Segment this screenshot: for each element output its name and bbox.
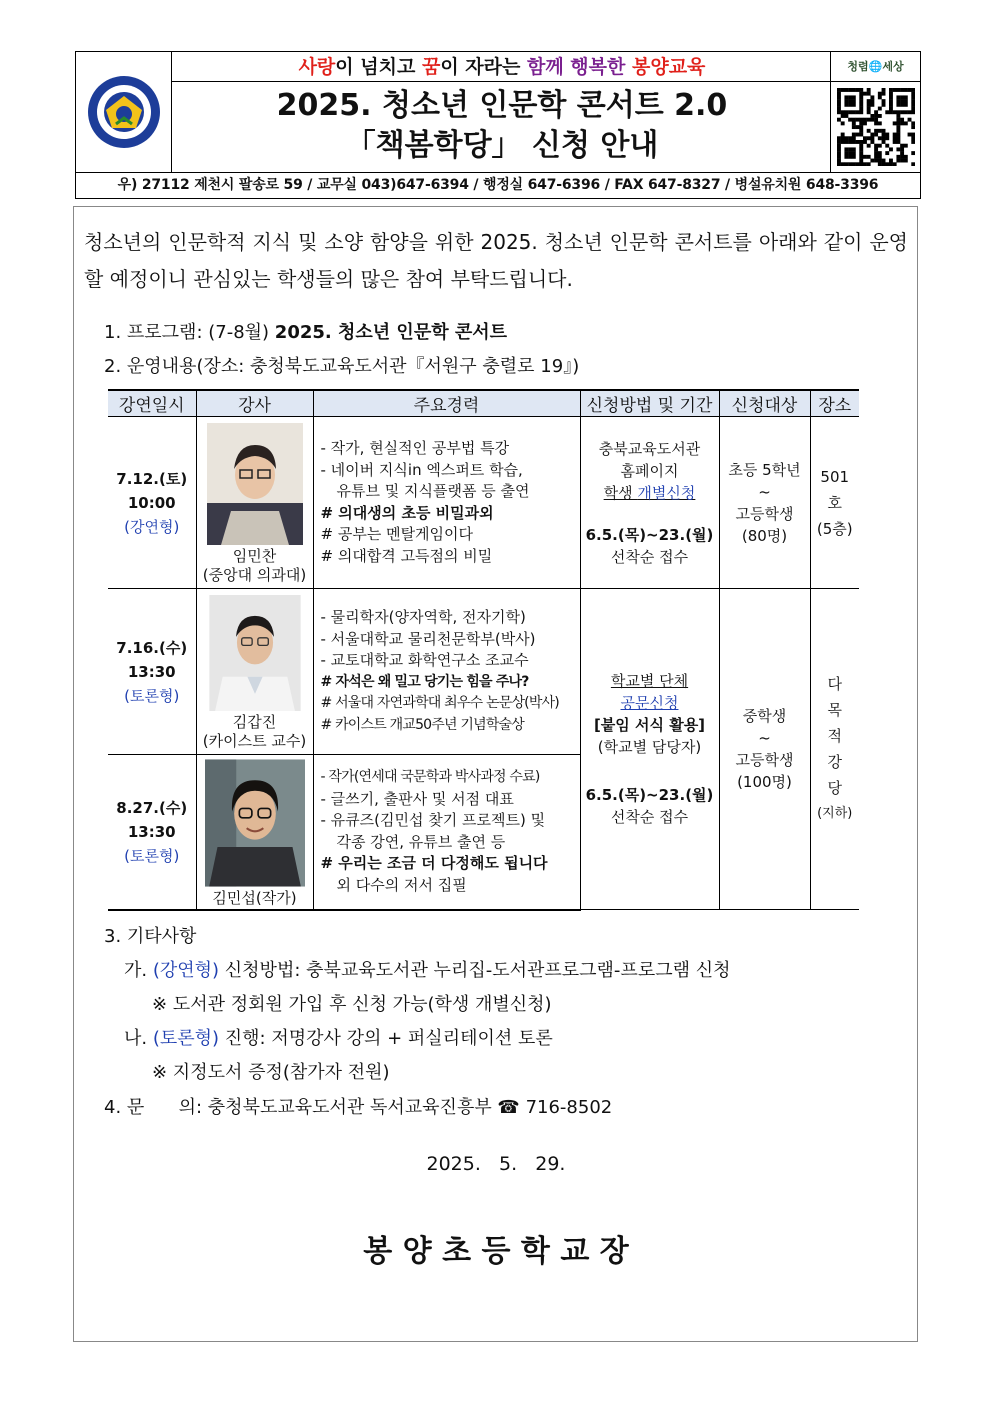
lecture-type: (토론형) (124, 686, 180, 705)
apply-first-come: 선착순 접수 (610, 808, 689, 826)
career-line: - 글쓰기, 출판사 및 서점 대표 (320, 789, 514, 808)
page-title: 2025. 청소년 인문학 콘서트 2.0 (276, 88, 728, 123)
lecturer-photo (207, 423, 303, 545)
integrity-brand: 청렴🌐세상 (830, 52, 920, 82)
etc-label: 나. (124, 1028, 153, 1049)
apply-individual: 학생 개별신청 (603, 483, 696, 502)
school-logo (76, 52, 172, 172)
slogan-segment: 행복한 (570, 56, 632, 78)
career-cell (313, 417, 580, 589)
career-award: # 서울대 자연과학대 최우수 논문상(박사) (320, 695, 559, 711)
place-text: (지하) (817, 806, 853, 821)
inquiry-line: 4. 문 의: 충청북도교육도서관 독서교육진흥부 ☎ 716-8502 (104, 1097, 613, 1118)
lecture-type: (토론형) (124, 846, 180, 865)
target-count: (100명) (737, 773, 792, 791)
slogan-segment: 이 자라는 (440, 56, 527, 78)
etc-type: (토론형) (152, 1028, 220, 1049)
program-name: 2025. 청소년 인문학 콘서트 (274, 322, 508, 343)
etc-item-ga (124, 959, 730, 983)
career-cell (313, 755, 580, 910)
lecture-time: 13:30 (127, 822, 176, 841)
document-header (75, 51, 921, 199)
target-count: (80명) (741, 526, 788, 545)
table-row (108, 589, 859, 755)
etc-note: ※ 도서관 정회원 가입 후 신청 가능(학생 개별신청) (152, 994, 552, 1015)
document-date: 2025. 5. 29. (426, 1153, 566, 1175)
lecture-datetime (108, 755, 196, 910)
etc-heading: 3. 기타사항 (104, 926, 197, 947)
place-text: (5층) (816, 519, 853, 538)
career-line: 유튜브 및 지식플랫폼 등 출연 (336, 482, 530, 500)
lecture-time: 10:00 (127, 493, 176, 512)
career-line: - 유큐즈(김민섭 찾기 프로젝트) 및 (320, 811, 546, 830)
target-text: 고등학생 (735, 751, 794, 769)
target-text: ~ (758, 729, 771, 747)
etc-text: 진행: 저명강사 강의 + 퍼실리테이션 토론 (219, 1028, 553, 1049)
content-line: 2. 운영내용(장소: 충청북도교육도서관『서원구 충렬로 19』) (104, 356, 580, 377)
lecture-date: 7.12.(토) (116, 469, 188, 488)
col-header: 주요경력 (313, 390, 580, 417)
place-text: 다 (827, 675, 842, 693)
lecture-time: 13:30 (127, 662, 176, 681)
lecturer-photo (207, 595, 303, 711)
career-line: - 서울대학교 물리천문학부(박사) (320, 629, 536, 648)
title-block (172, 82, 832, 172)
slogan-segment: 꿈 (421, 56, 441, 78)
slogan (172, 52, 832, 82)
target-text: 중학생 (742, 707, 787, 725)
place-cell (810, 417, 859, 589)
career-line: - 작가(연세대 국문학과 박사과정 수료) (320, 769, 540, 786)
target-text: 초등 5학년 (728, 460, 801, 479)
col-header: 강사 (196, 390, 313, 417)
slogan-segment: 이 넘치고 (335, 56, 422, 78)
career-book: # 자석은 왜 밀고 당기는 힘을 주나? (320, 673, 529, 690)
career-book: # 의대생의 초등 비밀과외 (320, 503, 494, 522)
lecture-date: 7.16.(수) (116, 638, 188, 657)
place-text: 적 (827, 727, 842, 745)
apply-first-come: 선착순 접수 (610, 547, 689, 566)
lecture-type: (강연형) (124, 517, 180, 536)
col-header: 강연일시 (108, 390, 196, 417)
slogan-segment: 함께 (526, 56, 571, 78)
col-header: 신청대상 (719, 390, 810, 417)
group-place-cell (810, 589, 859, 910)
career-line: - 작가, 현실적인 공부법 특강 (320, 439, 510, 457)
career-book: # 의대합격 고득점의 비밀 (320, 546, 493, 565)
career-line: 외 다수의 저서 집필 (336, 875, 467, 894)
career-line: - 물리학자(양자역학, 전자기학) (320, 608, 526, 626)
career-book: # 공부는 멘탈게임이다 (320, 525, 474, 543)
lecture-datetime (108, 417, 196, 589)
lecturer-name: 김갑진 (232, 713, 277, 731)
program-table (108, 389, 859, 911)
apply-official: 공문신청 (620, 694, 679, 712)
target-cell (719, 417, 810, 589)
lecturer-cell (196, 755, 313, 910)
slogan-segment: 사랑 (298, 56, 336, 78)
school-address: 우) 27112 제천시 팔송로 59 / 교무실 043)647-6394 / 행정실 647-6396 / FAX 647-8327 / 병설유치원 648-3396 (76, 172, 920, 198)
lecturer-cell (196, 417, 313, 589)
career-line: - 네이버 지식in 엑스퍼트 학습, (320, 460, 523, 479)
apply-form: [붙임 서식 활용] (593, 716, 706, 734)
career-book: # 우리는 조금 더 다정해도 됩니다 (320, 854, 548, 873)
target-text: 고등학생 (735, 504, 794, 523)
apply-contact: (학교별 담당자) (597, 738, 702, 756)
table-row (108, 417, 859, 589)
lecturer-affiliation: (중앙대 의과대) (202, 566, 307, 584)
career-line: - 교토대학교 화학연구소 조교수 (320, 651, 529, 669)
lecturer-name: 김민섭(작가) (212, 888, 297, 907)
etc-text: 신청방법: 충북교육도서관 누리집-도서관프로그램-프로그램 신청 (219, 960, 731, 981)
principal-signature: 봉 양 초 등 학 교 장 (363, 1234, 629, 1269)
place-text: 호 (827, 493, 842, 512)
group-target-cell (719, 589, 810, 910)
qr-code-icon (830, 82, 920, 172)
apply-method: 충북교육도서관 (598, 439, 701, 458)
lecturer-name: 임민찬 (232, 547, 277, 565)
career-award: # 카이스트 개교50주년 기념학술상 (320, 716, 525, 733)
page-subtitle: 「책봄학당」 신청 안내 (345, 128, 659, 163)
col-header: 신청방법 및 기간 (580, 390, 719, 417)
table-header-row (108, 390, 859, 417)
place-text: 501 (820, 467, 850, 486)
apply-period: 6.5.(목)~23.(월) (585, 525, 714, 544)
slogan-segment: 봉양교육 (631, 56, 706, 78)
apply-period: 6.5.(목)~23.(월) (585, 786, 714, 804)
lecturer-affiliation: (카이스트 교수) (202, 732, 307, 750)
lecture-date: 8.27.(수) (116, 798, 188, 817)
target-text: ~ (758, 482, 771, 501)
etc-label: 가. (124, 960, 153, 981)
lecturer-photo (205, 759, 305, 887)
program-line (104, 321, 507, 345)
col-header: 장소 (810, 390, 859, 417)
etc-type: (강연형) (152, 960, 220, 981)
place-text: 강 (827, 753, 842, 771)
lecturer-cell (196, 589, 313, 755)
etc-item-na (124, 1027, 553, 1051)
place-text: 목 (827, 701, 842, 719)
lecture-datetime (108, 589, 196, 755)
career-cell (313, 589, 580, 755)
apply-individual-highlight: 개별신청 (637, 483, 696, 502)
intro-paragraph: 청소년의 인문학적 지식 및 소양 함양을 위한 2025. 청소년 인문학 콘서트를 아래와 같이 운영할 예정이니 관심있는 학생들의 많은 참여 부탁드립니다. (84, 230, 908, 291)
apply-method: 홈페이지 (620, 461, 679, 480)
etc-note: ※ 지정도서 증정(참가자 전원) (152, 1062, 390, 1083)
apply-cell (580, 417, 719, 589)
place-text: 당 (827, 779, 842, 797)
apply-method: 학교별 단체 (610, 672, 689, 690)
group-apply-cell (580, 589, 719, 910)
program-label: 1. 프로그램: (7-8월) (104, 322, 275, 343)
career-line: 각종 강연, 유튜브 출연 등 (336, 832, 506, 851)
